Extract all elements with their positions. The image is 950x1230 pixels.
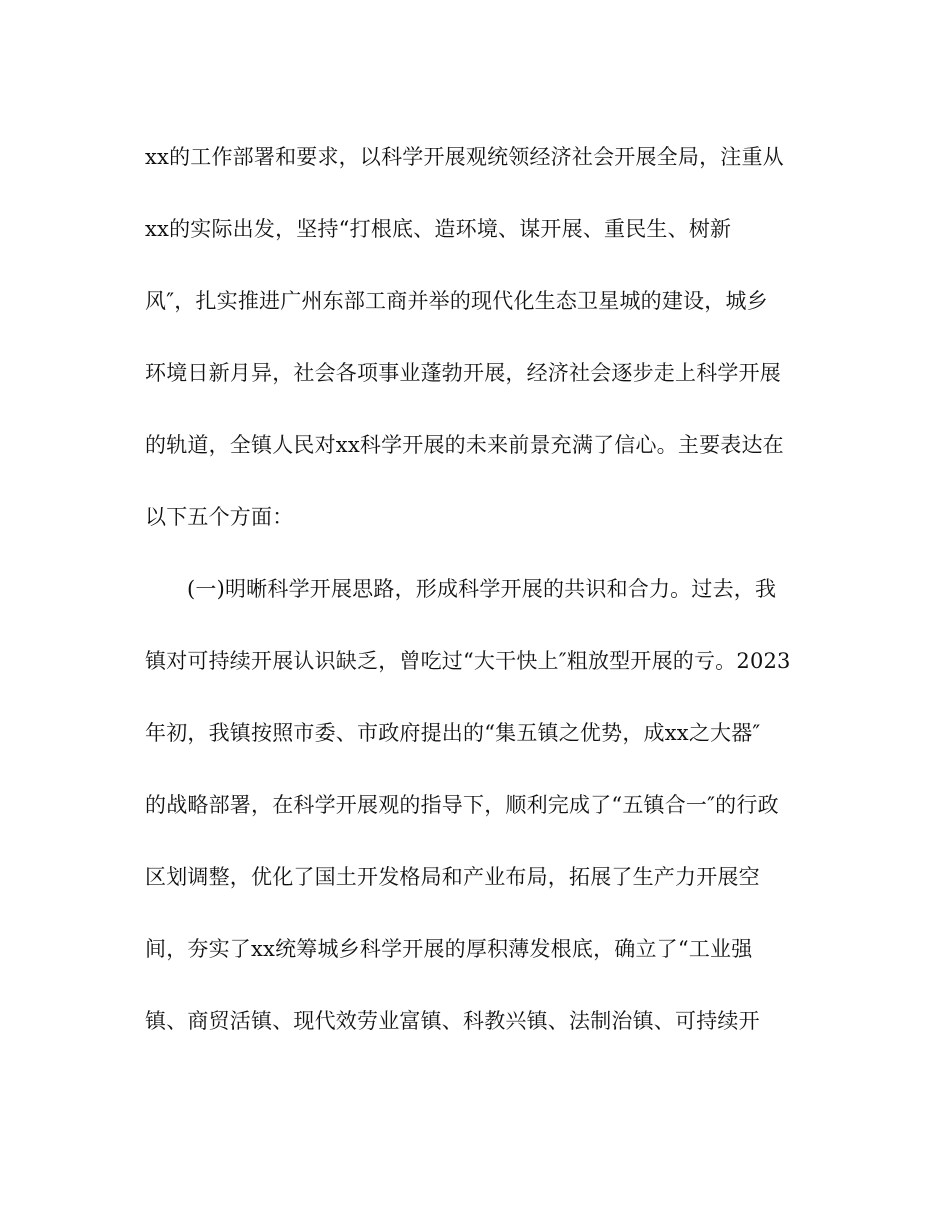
text-line: 环境日新月异，社会各项事业蓬勃开展，经济社会逐步走上科学开展 xyxy=(145,361,781,385)
text-line: 的轨道，全镇人民对xx科学开展的未来前景充满了信心。主要表达在 xyxy=(145,433,784,457)
text-line: 区划调整，优化了国土开发格局和产业布局，拓展了生产力开展空 xyxy=(145,865,760,889)
text-line: xx的实际出发，坚持“打根底、造环境、谋开展、重民生、树新 xyxy=(145,217,732,241)
text-line: 镇、商贸活镇、现代效劳业富镇、科教兴镇、法制治镇、可持续开 xyxy=(145,1009,760,1033)
paragraph-start-line: (一)明晰科学开展思路，形成科学开展的共识和合力。过去，我 xyxy=(187,577,777,601)
text-line: 以下五个方面： xyxy=(145,505,294,529)
text-line: 间，夯实了xx统筹城乡科学开展的厚积薄发根底，确立了“工业强 xyxy=(145,937,753,961)
text-line: xx的工作部署和要求，以科学开展观统领经济社会开展全局，注重从 xyxy=(145,145,784,169)
text-line: 年初，我镇按照市委、市政府提出的“集五镇之优势，成xx之大器″ xyxy=(145,721,761,745)
text-line: 风″，扎实推进广州东部工商并举的现代化生态卫星城的建设，城乡 xyxy=(145,289,768,313)
text-line: 的战略部署，在科学开展观的指导下，顺利完成了“五镇合一″的行政 xyxy=(145,793,779,817)
text-line: 镇对可持续开展认识缺乏，曾吃过“大干快上″粗放型开展的亏。2023 xyxy=(145,649,791,673)
